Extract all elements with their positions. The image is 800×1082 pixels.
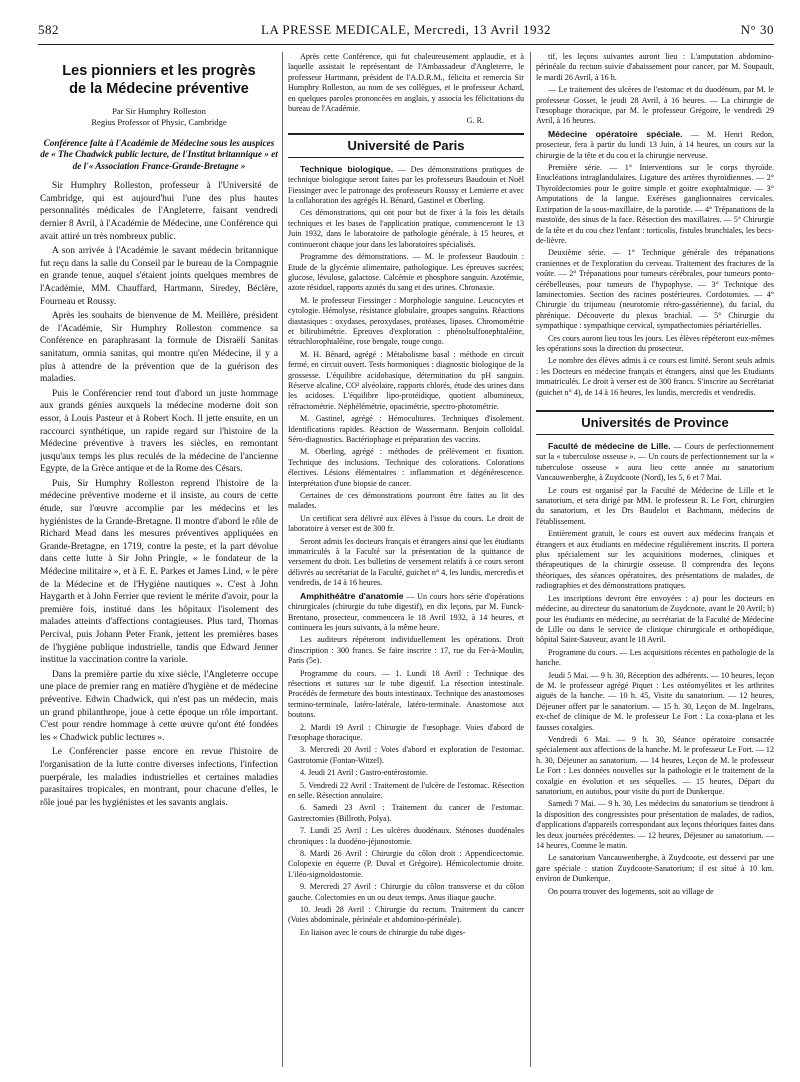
section-heading-paris: Université de Paris: [288, 133, 524, 158]
page-header: [38, 22, 774, 45]
issue-number: N° 30: [740, 22, 774, 37]
article-author: Par Sir Humphry Rolleston: [112, 106, 206, 116]
paragraph-text: — Cours de perfectionnement sur la « tuberculose osseuse ». — Un cours de perfectionnement sur la « tuberculose osseuse » aura lieu cette année au sanatorium Vancauwenberghe, à Zuydcoote (Nord), les 5, 6 et 7 Mai.: [536, 442, 774, 483]
paris-paragraph: [288, 768, 524, 778]
province-section: [536, 441, 774, 897]
province-paragraph: [536, 853, 774, 884]
paragraph-text: — Des démonstrations pratiques de technique biologique seront faites par les professeurs Baudouin et Noël Fiessinger avec le patronage des professeurs Roussy et Lemierre et avec la collaboration des agrégés H. Bénard, Gastinel et Oberling.: [288, 164, 524, 206]
column-divider: [530, 52, 531, 1067]
article-body: [40, 180, 278, 809]
article-affiliation: Regius Professor of Physic, Cambridge: [91, 117, 227, 127]
page-number: 582: [38, 22, 59, 37]
paragraph-text: 10. Jeudi 28 Avril : Chirurgie du rectum. Traitement du cancer (Voies abdominale, périnéale et abdomino-périnéale).: [288, 905, 524, 925]
paris-paragraph: [288, 208, 524, 250]
province-paragraph: [536, 735, 774, 797]
paris-paragraph: [288, 635, 524, 666]
paragraph-text: — Un cours hors série d'opérations chirurgicales (chirurgie du tube digestif), en dix leçons, par M. Funck-Brentano, prosecteur, commencera le 18 Avril 1932, à 14 heures, et continuera les jours suivants, à la même heure.: [288, 591, 524, 632]
paris-paragraph: [288, 882, 524, 903]
province-paragraph: [536, 648, 774, 669]
article-title-line: Les pionniers et les progrès: [62, 63, 256, 79]
section-heading-province: Universités de Province: [536, 410, 774, 435]
paragraph-text: M. le professeur Fiessinger : Morphologie sanguine. Leucocytes et cytologie. Hémolyse, résistance globulaire, groupes sanguins. Réactions diastasiques : oxydases, peroxydases, protéases, lipases. Chromométrie et bilirubimétrie. Epreuves d'exploration : phénolsulfonephtaléine, tétrachlorophtaléine, rose bengale, rouge congo.: [288, 295, 524, 347]
paris-paragraph: [288, 803, 524, 824]
paragraph-text: Ces démonstrations, qui ont pour but de fixer à la fois les détails techniques et les bases de l'application pratique, commenceront le 13 Juin 1932, dans le laboratoire de pathologie générale, à 15 heures, et continueront chaque jour dans les laboratoires spécialisés.: [288, 208, 524, 249]
column-2: [288, 52, 524, 1072]
paragraph-text: 9. Mercredi 27 Avril : Chirurgie du côlon transverse et du côlon gauche. Colectomies en un ou deux temps. Anus iliaque gauche.: [288, 882, 524, 902]
column-divider: [282, 52, 283, 1067]
paragraph-text: Les inscriptions devront être envoyées : a) pour les docteurs en médecine, au directeur du sanatorium de Zuydcoote, avant le 20 Avril; b) pour les étudiants en médecine, au secrétariat de la Faculté de Médecine de Lille ou dans le service de clinique chirurgicale et orthopédique, hôpital Saint-Sauveur, avant le 18 Avril.: [536, 593, 774, 645]
province-paragraph: [536, 486, 774, 528]
province-paragraph: [536, 799, 774, 851]
paragraph-text: Programme des démonstrations. — M. le professeur Baudouin : Etude de la glycémie alimentaire, pathologique. Les épreuves sucrées; glucose, lévulose, galactose. Calcémie et phosphore sanguin. Azotémie, azote résiduel, rapports azotés du sang et des urines. Chronaxie.: [288, 252, 524, 293]
paris-paragraph: [288, 447, 524, 489]
paris-paragraph: [536, 248, 774, 331]
paragraph-text: 5. Vendredi 22 Avril : Traitement de l'ulcère de l'estomac. Résection en selle. Résection annulaire.: [288, 780, 524, 800]
paragraph-text: — M. Henri Redon, prosecteur, fera à partir du lundi 13 Juin, à 14 heures, un cours sur la chirurgie de la tête et du cou et la chirurgie nerveuse.: [536, 129, 774, 160]
paragraph-text: Entièrement gratuit, le cours est ouvert aux médecins français et étrangers et aux étudiants en médecine régulièrement inscrits. Il portera plus spécialement sur les acquisitions modernes, cliniques et thérapeutiques de la chirurgie osseuse. Il comprendra des leçons théoriques, des séances opératoires, des présentations de malades, de radiographies et des démonstrations pratiques.: [536, 529, 774, 591]
subsection-heading: Amphithéâtre d'anatomie: [300, 590, 404, 601]
province-paragraph: [536, 529, 774, 591]
paris-paragraph: [288, 928, 524, 938]
paragraph-text: En liaison avec le cours de chirurgie du tube diges-: [300, 927, 466, 937]
paris-paragraph: [288, 826, 524, 847]
paragraph-text: On pourra trouver des logements, soit au village de: [548, 886, 714, 896]
province-paragraph: [536, 441, 774, 484]
paragraph-text: tif, les leçons suivantes auront lieu : L'amputation abdomino-périnéale du rectum suivie d'abaissement pour cancer, par M. Soupault, le mardi 26 Avril, à 16 h.: [536, 52, 774, 82]
column-1: [40, 52, 278, 1072]
paris-paragraph: [288, 781, 524, 802]
paragraph-text: Programme du cours. — 1. Lundi 18 Avril : Technique des résections et sutures sur le tube digestif. La résection intestinale. Procédés de fermeture des bouts intestinaux. Technique des anastomoses termino-terminale, latéro-latérale, latéro-terminale. Anastomose aux boutons.: [288, 668, 524, 720]
paragraph-text: 6. Samedi 23 Avril : Traitement du cancer de l'estomac. Gastrectomies (Billroth, Polya).: [288, 803, 524, 823]
paris-paragraph: [288, 414, 524, 445]
article-paragraph: Après cette Conférence, qui fut chaleureusement applaudie, et à laquelle assistait le représentant de l'Ambassadeur d'Angleterre, le professeur Hartmann, président de l'A.D.R.M., félicita et remercia Sir Humphry Rolleston, au nom de ses collègues, et le professeur Achard, en quelques paroles prononcées en anglais, y associa les félicitations du bureau de l'Académie.: [288, 52, 524, 114]
paris-paragraph: [288, 514, 524, 535]
paragraph-text: Jeudi 5 Mai. — 9 h. 30, Réception des adhérents. — 10 heures, leçon de M. le professeur agrégé Piquet : Les ostéomyélites et les arthrites aiguës de la hanche. — 10 h. 45, Visite du sanatorium. — 12 heures, Déjeuner offert par le sanatorium. — 15 h. 30, Leçon de M. Ingelrans, ex-chef de clinique de M. le professeur Le Fort : La coxa-plana et les fausses coxalgies.: [536, 670, 774, 732]
paragraph-text: 8. Mardi 26 Avril : Chirurgie du côlon droit : Appendicectomie. Colopexie en équerre (P. Duval et Grégoire). Hémicolectomie droite. L'iléo-sigmoïdostomie.: [288, 849, 524, 879]
paris-paragraph: [536, 85, 774, 127]
paragraph-text: Samedi 7 Mai. — 9 h. 30, Les médecins du sanatorium se tiendront à la disposition des congressistes pour présentation de malades, de radios, d'applications d'appareils correspondant aux leçons théoriques faites dans les deux journées précédentes. — 12 heures, Déjeuner au sanatorium. — 14 heures, Comme le matin.: [536, 799, 774, 851]
paragraph-text: Première série. — 1° Interventions sur le corps thyroïde. Enucléations intraglandulaires. Ligature des artères thyroïdiennes. — 2° Thyroïdectomies pour le goitre simple et goitre exophtalmique. — 3° Amputations de la langue. Exérèses ganglionnaires cervicales. Extirpation de la sous-maxillaire, de la parotide. — 4° Trépanations de la mastoïde, des sinus de la face. Résection des maxillaires. — 5° Chirurgie de la tête et du cou chez l'enfant : torticolis, fistules branchiales, les becs-de-lièvre.: [536, 163, 774, 245]
article-paragraph: Puis le Conférencier rend tout d'abord un juste hommage aux grands génies auxquels la médecine moderne doit son essor, à Louis Pasteur et à Robert Koch. Il jette ensuite, en un raccourci synthétique, un rapide regard sur l'histoire de la Médecine préventive à travers les siècles, en remontant jusqu'aux temps les plus reculés de la médecine de l'ancienne Egypte, de la Grèce antique et de la Rome des Césars.: [40, 388, 278, 475]
province-paragraph: [536, 671, 774, 733]
paris-paragraph: [288, 745, 524, 766]
article-signature: G. R.: [466, 116, 484, 126]
article-title: [40, 62, 278, 98]
paris-paragraph: [288, 723, 524, 744]
paragraph-text: Un certificat sera délivré aux élèves à l'issue du cours. Le droit de laboratoire à verser est de 300 fr.: [288, 513, 524, 534]
paris-paragraph: [288, 849, 524, 880]
paris-paragraph: [288, 350, 524, 412]
paragraph-text: 4. Jeudi 21 Avril : Gastro-entérostomie.: [300, 768, 428, 778]
paris-paragraph: [288, 905, 524, 926]
province-paragraph: [536, 594, 774, 646]
paragraph-text: — Le traitement des ulcères de l'estomac et du duodénum, par M. le professeur Gosset, le jeudi 28 Avril, à 16 heures. — La chirurgie de l'œsophage thoracique, par M. le professeur Grégoire, le vendredi 29 Avril, à 16 heures.: [536, 85, 774, 126]
paragraph-text: Programme du cours. — Les acquisitions récentes en pathologie de la hanche.: [536, 647, 774, 668]
paris-paragraph: [288, 491, 524, 512]
paragraph-text: 3. Mercredi 20 Avril : Voies d'abord et exploration de l'estomac. Gastrotomie (Fontan-Witzel).: [288, 745, 524, 765]
subsection-heading: Technique biologique.: [300, 163, 394, 174]
column-3: [536, 52, 774, 1072]
paris-paragraph: [288, 296, 524, 348]
paragraph-text: Ces cours auront lieu tous les jours. Les élèves répéteront eux-mêmes les opérations sous la direction du prosecteur.: [536, 333, 774, 353]
paragraph-text: Les auditeurs répéteront individuellement les opérations. Droit d'inscription : 300 francs. Se faire inscrire : 17, rue du Fer-à-Moulin, Paris (5e).: [288, 635, 524, 666]
paragraph-text: Le nombre des élèves admis à ce cours est limité. Seront seuls admis : les Docteurs en médecine français et étrangers, ainsi que les Etudiants immatriculés. Le droit à verser est de 300 francs. S'inscrire au Secrétariat (guichet n° 4), de 14 à 16 heures, les lundis, mercredis et vendredis.: [536, 356, 774, 397]
paragraph-text: 2. Mardi 19 Avril : Chirurgie de l'œsophage. Voies d'abord de l'œsophage thoracique.: [288, 722, 524, 742]
paris-paragraph: [536, 129, 774, 161]
article-paragraph: Après les souhaits de bienvenue de M. Meillère, président de l'Académie, Sir Humphry Rolleston commence sa Conférence en paraphrasant la formule de Disraëli Sanitas sanitatum, omnia sanitas, qui montre qu'en Médecine, il y a plus à attendre de la prévention que de la guérison des maladies.: [40, 311, 278, 385]
paragraph-text: Deuxième série. — 1° Technique générale des trépanations craniennes et de l'exploration du cerveau. Traitement des fractures de la voûte. — 2° Trépanations pour tumeurs cérébrales, pour tumeurs ponto-cérébelleuses, pour tumeurs de l'hypophyse. — 3° Technique des laminectomies. Section des racines postérieures. Cordotomies. — 4° Chirurgie du trijumeau (neurotomie rétro-gassérienne), du facial, du phrénique. Découverte du plexus brachial. — 5° Chirurgie du sympathique : sympathique cervical, sympathectomies périartérielles.: [536, 248, 774, 331]
article-title-line: de la Médecine préventive: [69, 81, 249, 97]
paragraph-text: M. H. Bénard, agrégé : Métabolisme basal : méthode en circuit fermé, en circuit ouvert. Tests hormoniques : diagnostic biologique de la grossesse. L'équilibre acidobasique, détermination du pH sanguin. Réserve alcaline, CO² alvéolaire, rapports chlorés, étude des urines dans les acidoses. L'équilibre lipo-protéidique, quotient albumineux, réfractométrie. Néphélémétrie, opacimétrie, spectro-photométrie.: [288, 349, 524, 411]
paris-section: [288, 164, 524, 938]
paragraph-text: Vendredi 6 Mai. — 9 h. 30, Séance opératoire consacrée spécialement aux affections de la hanche. M. le professeur Le Fort. — 12 h. 30, Déjeuner au sanatorium. — 14 heures, Leçon de M. le professeur Le Fort : Les données nouvelles sur la pathologie et le traitement de la coxalgie en évolution et ses séquelles. — 15 heures, Départ du sanatorium, en autobus, pour visite du port de Dunkerque.: [536, 734, 774, 796]
running-title: LA PRESSE MEDICALE, Mercredi, 13 Avril 1932: [261, 22, 551, 37]
article-paragraph: A son arrivée à l'Académie le savant médecin britannique fut reçu dans la salle du Conseil par le bureau de la Compagnie en grande tenue, auquel s'étaient joints quelques membres de l'Académie, MM. Chauffard, Hartmann, Siredey, Béclère, Fourneau et Roussy.: [40, 246, 278, 307]
subsection-heading: Médecine opératoire spéciale.: [548, 128, 683, 139]
article-paragraph: Le Conférencier passe encore en revue l'histoire de l'organisation de la lutte contre diverses infections, l'infection puerpérale, les maladies industrielles et certaines maladies parasitaires tropicales, en montrant, pour chacune d'elles, le rôle joué par les hygiénistes et les savants anglais.: [40, 747, 278, 808]
paris-continuation: [536, 52, 774, 398]
article-continuation: [288, 52, 524, 114]
paragraph-text: 7. Lundi 25 Avril : Les ulcères duodénaux. Sténoses duodénales chroniques : la duodéno-jéjunostomie.: [288, 826, 524, 846]
conference-note: Conférence faite à l'Académie de Médecine sous les auspices de « The Chadwick public lecture, de l'Institut britannique » et de l'« Association France-Grande-Bretagne »: [40, 138, 278, 171]
paris-paragraph: [536, 52, 774, 83]
paragraph-text: Le cours est organisé par la Faculté de Médecine de Lille et le sanatorium, et sera dirigé par MM. le professeur R. Le Fort, chirurgien du sanatorium, et les Drs Baudelot et Bachmann, médecins de l'établissement.: [536, 485, 774, 526]
paragraph-text: Certaines de ces démonstrations pourront être faites au lit des malades.: [288, 491, 524, 511]
paris-paragraph: [536, 356, 774, 398]
province-paragraph: [536, 887, 774, 897]
paris-paragraph: [288, 591, 524, 634]
paragraph-text: M. Gastinel, agrégé : Hémocultures. Techniques d'isolement. Identifications rapides. Réaction de Wassermann. Benjoin colloïdal. Séro-diagnostics. Bactériophage et préparation des vaccins.: [288, 414, 524, 444]
paris-paragraph: [288, 537, 524, 589]
paris-paragraph: [288, 164, 524, 207]
article-paragraph: Dans la première partie du xixe siècle, l'Angleterre occupe une place de premier rang en matière d'hygiène et de médecine préventive. Edwin Chadwick, qui n'est pas un médecin, mais un grand philanthrope, joue à cette époque un rôle important. C'est pour rendre hommage à cette œuvre qu'ont été fondées les « Chadwick public lectures ».: [40, 669, 278, 743]
article-paragraph: Puis, Sir Humphry Rolleston reprend l'histoire de la médecine préventive moderne et il insiste, au cours de cette étude, sur l'œuvre accomplie par les médecins et les hygiénistes de la Grande-Bretagne. Il montre d'abord le rôle de Richard Mead dans les mesures préventives appliquées en Grande-Bretagne, en 1719, contre la peste, et la part dévolue dans cette lutte à Sir John Pringle, « le fondateur de la Médecine militaire », et à E. E. Parkes et James Lind, « le père de la Médecine et de l'Hygiène nautiques ». C'est à John Haygarth et à John Ferrier que revient le mérite d'avoir, pour la première fois, institué dans les hôpitaux l'isolement des malades atteints d'affections contagieuses. Plus tard, Thomas Percival, puis Johann Peter Frank, jettent les premières bases de l'hygiène publique industrielle, tandis que Edward Jenner institue la vaccination contre la variole.: [40, 478, 278, 666]
article-paragraph: Sir Humphry Rolleston, professeur à l'Université de Cambridge, qui est aujourd'hui l'une des plus hautes personnalités médicales de l'Angleterre, faisant vendredi dernier 8 Avril, à l'Académie de Médecine, une Conférence qui avait attiré un très nombreux public.: [40, 181, 278, 242]
paragraph-text: M. Oberling, agrégé : méthodes de prélèvement et fixation. Technique des inclusions. Technique des colorations. Colorations électives. Lésions élémentaires : inflammation et dégénérescence. Interprétation d'une biopsie de cancer.: [288, 447, 524, 488]
paris-paragraph: [536, 334, 774, 355]
paragraph-text: Seront admis les docteurs français et étrangers ainsi que les étudiants immatriculés à la Faculté sur la présentation de la quittance de versement du droit. Les bulletins de versement relatifs à ce cours seront délivrés au secrétariat de la Faculté, guichet n° 4, les lundis, mercredis et vendredis, de 14 à 16 heures.: [288, 536, 524, 588]
paris-paragraph: [288, 252, 524, 294]
paris-paragraph: [288, 669, 524, 721]
subsection-heading: Faculté de médecine de Lille.: [548, 441, 671, 451]
paragraph-text: Le sanatorium Vancauwenberghe, à Zuydcoote, est desservi par une gare spéciale : station Zuydcoote-Sanatorium; il est situé à 10 km. environ de Dunkerque.: [536, 853, 774, 884]
paris-paragraph: [536, 163, 774, 246]
